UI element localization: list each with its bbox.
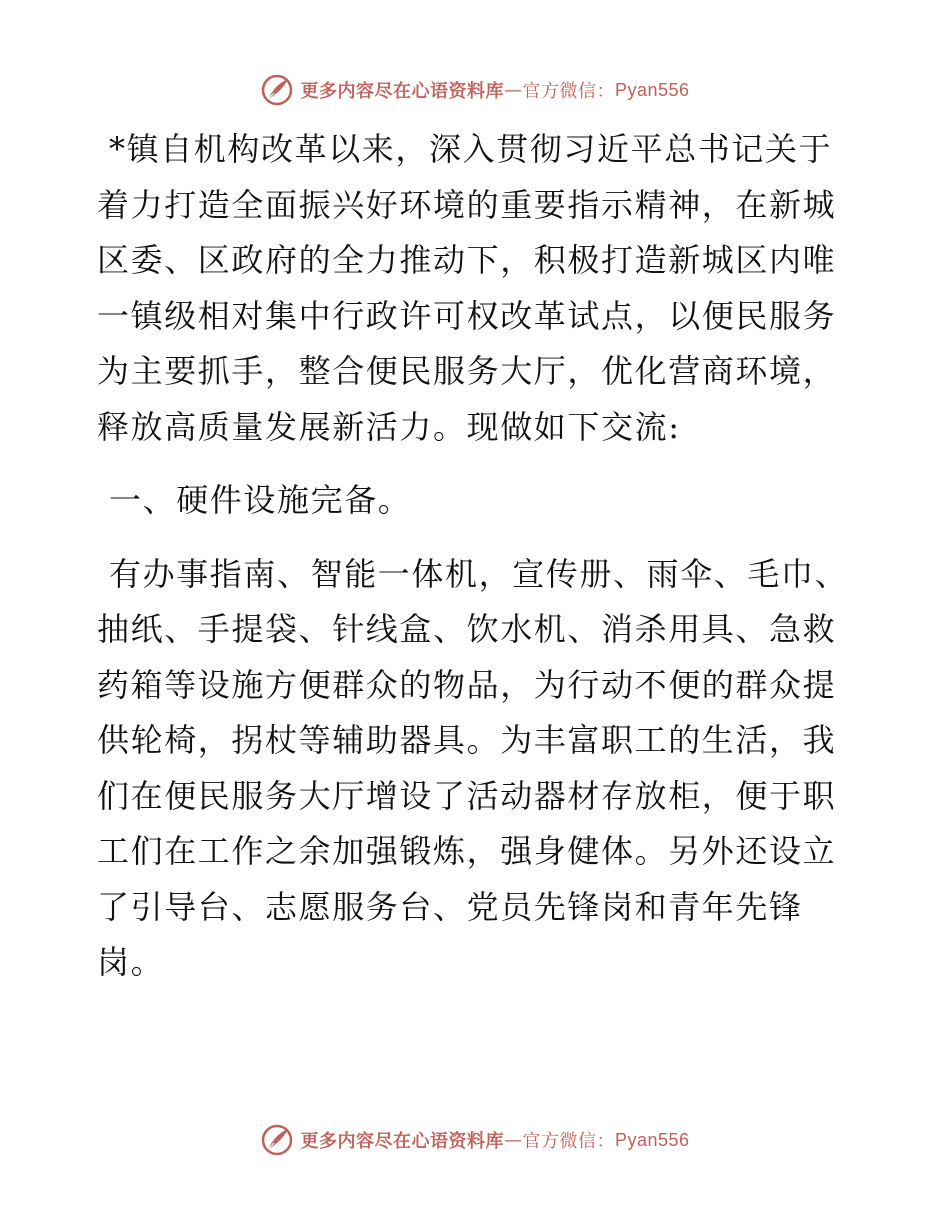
- header-watermark: [0, 72, 950, 108]
- intro-paragraph: *镇自机构改革以来，深入贯彻习近平总书记关于着力打造全面振兴好环境的重要指示精神，在新城区委、区政府的全力推动下，积极打造新城区内唯一镇级相对集中行政许可权改革试点，以便民服务为主要抓手，整合便民服务大厅，优化营商环境，释放高质量发展新活力。现做如下交流:: [97, 130, 837, 446]
- watermark-wechat-id: Pyan556: [614, 79, 690, 100]
- quill-pen-logo-icon: [260, 1123, 294, 1157]
- watermark-separator: —: [503, 79, 523, 101]
- watermark-wechat-label: 官方微信：: [522, 81, 615, 102]
- section-heading: 一、硬件设施完备。: [109, 481, 412, 519]
- watermark-brand: 更多内容尽在心语资料库: [300, 1131, 504, 1152]
- watermark-wechat-label: 官方微信：: [522, 1131, 615, 1152]
- watermark-separator: —: [503, 1129, 523, 1151]
- footer-watermark: [0, 1122, 950, 1158]
- watermark-brand: 更多内容尽在心语资料库: [300, 81, 504, 102]
- watermark-wechat-id: Pyan556: [614, 1129, 690, 1150]
- facilities-paragraph: 有办事指南、智能一体机，宣传册、雨伞、毛巾、抽纸、手提袋、针线盒、饮水机、消杀用具、急救药箱等设施方便群众的物品，为行动不便的群众提供轮椅，拐杖等辅助器具。为丰富职工的生活，我们在便民服务大厅增设了活动器材存放柜，便于职工们在工作之余加强锻炼，强身健体。另外还设立了引导台、志愿服务台、党员先锋岗和青年先锋岗。: [97, 554, 849, 981]
- document-body: [97, 122, 857, 991]
- quill-pen-logo-icon: [260, 73, 294, 107]
